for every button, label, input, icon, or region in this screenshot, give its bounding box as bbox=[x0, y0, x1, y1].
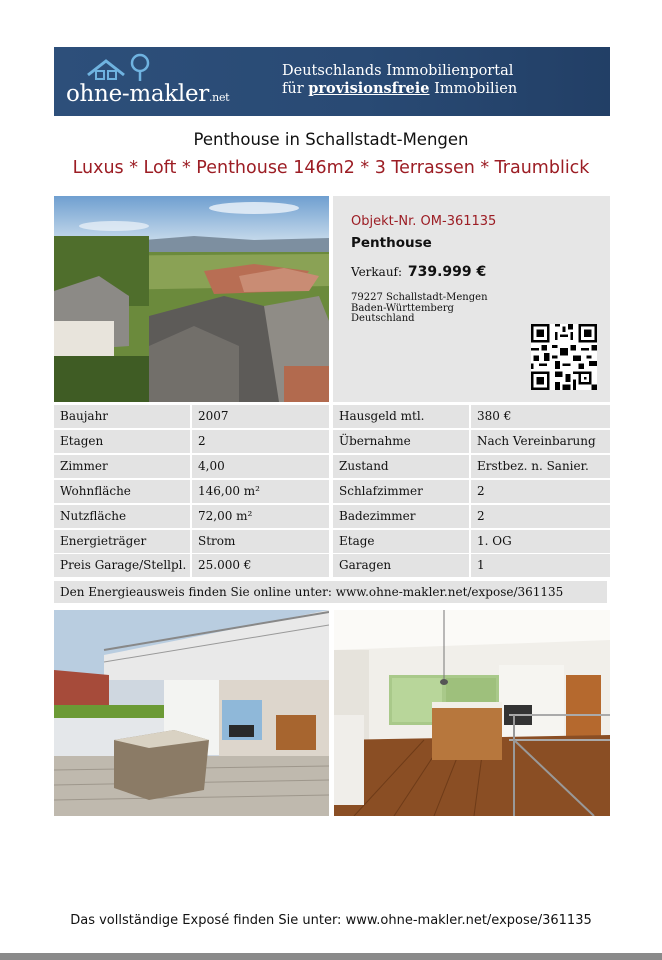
listing-info-panel bbox=[333, 196, 610, 402]
header-banner[interactable] bbox=[54, 47, 610, 116]
detail-label: Zustand bbox=[333, 455, 469, 478]
detail-label: Übernahme bbox=[333, 430, 469, 453]
detail-label: Baujahr bbox=[54, 405, 190, 428]
detail-label: Preis Garage/Stellpl. bbox=[54, 554, 190, 577]
detail-value: 25.000 € bbox=[192, 554, 329, 577]
ohne-makler-logo[interactable] bbox=[62, 53, 252, 111]
detail-value: 2007 bbox=[192, 405, 329, 428]
terrace-photo[interactable] bbox=[54, 610, 329, 816]
village-view-image bbox=[54, 196, 329, 402]
detail-label: Energieträger bbox=[54, 530, 190, 553]
detail-value: 2 bbox=[471, 480, 610, 503]
detail-value: Nach Vereinbarung bbox=[471, 430, 610, 453]
detail-value: 72,00 m² bbox=[192, 505, 329, 528]
details-row bbox=[54, 505, 610, 528]
object-number: Objekt-Nr. OM-361135 bbox=[351, 214, 497, 229]
detail-label: Nutzfläche bbox=[54, 505, 190, 528]
detail-label: Etagen bbox=[54, 430, 190, 453]
qr-code-icon[interactable] bbox=[531, 324, 597, 390]
detail-value: 2 bbox=[192, 430, 329, 453]
property-type: Penthouse bbox=[351, 235, 432, 251]
detail-value: 1 bbox=[471, 554, 610, 577]
energy-certificate-note[interactable]: Den Energieausweis finden Sie online unter: www.ohne-makler.net/expose/361135 bbox=[54, 581, 607, 603]
bottom-bar bbox=[0, 953, 662, 960]
details-row bbox=[54, 405, 610, 428]
footer-expose-link[interactable]: Das vollständige Exposé finden Sie unter: www.ohne-makler.net/expose/361135 bbox=[70, 913, 592, 928]
detail-label: Zimmer bbox=[54, 455, 190, 478]
detail-value: 1. OG bbox=[471, 530, 610, 553]
detail-value: 146,00 m² bbox=[192, 480, 329, 503]
address: 79227 Schallstadt-Mengen Baden-Württemberg Deutschland bbox=[351, 292, 488, 324]
logo-text: ohne-makler.net bbox=[66, 81, 230, 107]
detail-value: 380 € bbox=[471, 405, 610, 428]
price-row bbox=[351, 264, 486, 280]
banner-tagline: Deutschlands Immobilienportal für provisionsfreie Immobilien bbox=[282, 63, 518, 97]
detail-value: 2 bbox=[471, 505, 610, 528]
detail-value: 4,00 bbox=[192, 455, 329, 478]
detail-label: Schlafzimmer bbox=[333, 480, 469, 503]
listing-subtitle: Luxus * Loft * Penthouse 146m2 * 3 Terrassen * Traumblick bbox=[72, 158, 590, 178]
details-row bbox=[54, 430, 610, 453]
interior-image bbox=[334, 610, 610, 816]
price-label: Verkauf: bbox=[351, 265, 403, 279]
detail-value: Strom bbox=[192, 530, 329, 553]
detail-label: Wohnfläche bbox=[54, 480, 190, 503]
details-row bbox=[54, 455, 610, 478]
interior-photo[interactable] bbox=[334, 610, 610, 816]
detail-label: Garagen bbox=[333, 554, 469, 577]
terrace-image bbox=[54, 610, 329, 816]
price-value: 739.999 € bbox=[407, 264, 487, 280]
details-row bbox=[54, 480, 610, 503]
details-row bbox=[54, 554, 610, 577]
page-title: Penthouse in Schallstadt-Mengen bbox=[193, 130, 469, 149]
detail-value: Erstbez. n. Sanier. bbox=[471, 455, 610, 478]
detail-label: Badezimmer bbox=[333, 505, 469, 528]
detail-label: Hausgeld mtl. bbox=[333, 405, 469, 428]
detail-label: Etage bbox=[333, 530, 469, 553]
details-row bbox=[54, 530, 610, 553]
main-photo[interactable] bbox=[54, 196, 329, 402]
